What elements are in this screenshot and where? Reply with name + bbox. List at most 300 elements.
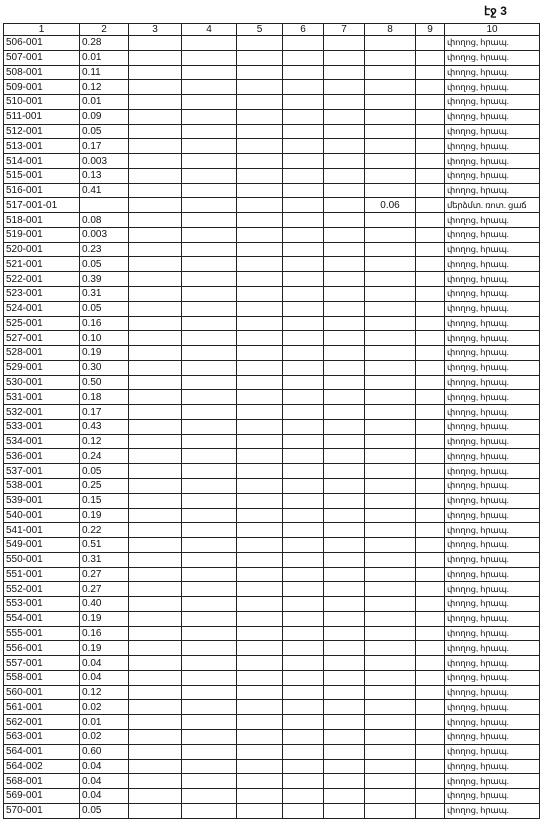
empty-cell (416, 183, 445, 198)
empty-cell (324, 80, 365, 95)
empty-cell (324, 611, 365, 626)
land-use-cell: փողոց, հրապ. (445, 316, 540, 331)
column-header-7: 7 (324, 24, 365, 36)
empty-cell (416, 478, 445, 493)
empty-cell (182, 36, 237, 51)
table-row (4, 272, 540, 287)
parcel-code-cell: 528-001 (4, 346, 80, 361)
parcel-code-cell: 530-001 (4, 375, 80, 390)
parcel-code-cell: 549-001 (4, 538, 80, 553)
empty-cell (324, 803, 365, 818)
empty-cell (129, 567, 182, 582)
empty-cell (324, 346, 365, 361)
land-use-cell: փողոց, հրապ. (445, 729, 540, 744)
empty-cell (129, 611, 182, 626)
empty-cell (237, 464, 283, 479)
empty-cell (324, 36, 365, 51)
parcel-code-cell: 537-001 (4, 464, 80, 479)
empty-cell (416, 449, 445, 464)
empty-cell (283, 449, 324, 464)
column-8-cell (365, 789, 416, 804)
table-row (4, 626, 540, 641)
empty-cell (129, 582, 182, 597)
empty-cell (324, 124, 365, 139)
table-row (4, 80, 540, 95)
empty-cell (416, 464, 445, 479)
empty-cell (182, 626, 237, 641)
empty-cell (283, 419, 324, 434)
area-cell: 0.01 (80, 715, 129, 730)
column-header-5: 5 (237, 24, 283, 36)
parcel-code-cell: 560-001 (4, 685, 80, 700)
page-number: էջ 3 (484, 4, 507, 18)
table-row (4, 582, 540, 597)
column-8-cell (365, 36, 416, 51)
land-use-cell: փողոց, հրապ. (445, 95, 540, 110)
empty-cell (283, 729, 324, 744)
empty-cell (324, 183, 365, 198)
column-8-cell (365, 213, 416, 228)
table-row (4, 538, 540, 553)
empty-cell (283, 168, 324, 183)
empty-cell (182, 360, 237, 375)
parcel-code-cell: 540-001 (4, 508, 80, 523)
empty-cell (416, 523, 445, 538)
empty-cell (129, 65, 182, 80)
empty-cell (283, 552, 324, 567)
area-cell: 0.05 (80, 464, 129, 479)
empty-cell (182, 124, 237, 139)
land-use-cell: փողոց, հրապ. (445, 434, 540, 449)
area-cell: 0.05 (80, 803, 129, 818)
column-8-cell (365, 626, 416, 641)
area-cell: 0.24 (80, 449, 129, 464)
empty-cell (283, 744, 324, 759)
area-cell: 0.18 (80, 390, 129, 405)
empty-cell (416, 316, 445, 331)
column-8-cell (365, 774, 416, 789)
empty-cell (237, 139, 283, 154)
column-8-cell (365, 700, 416, 715)
table-row (4, 316, 540, 331)
empty-cell (324, 567, 365, 582)
empty-cell (416, 789, 445, 804)
empty-cell (237, 109, 283, 124)
land-use-cell: փողոց, հրապ. (445, 803, 540, 818)
parcel-code-cell: 521-001 (4, 257, 80, 272)
empty-cell (129, 346, 182, 361)
table-row (4, 685, 540, 700)
empty-cell (283, 774, 324, 789)
table-row (4, 331, 540, 346)
empty-cell (416, 65, 445, 80)
empty-cell (324, 331, 365, 346)
table-row (4, 257, 540, 272)
empty-cell (283, 789, 324, 804)
column-header-4: 4 (182, 24, 237, 36)
empty-cell (324, 316, 365, 331)
area-cell: 0.08 (80, 213, 129, 228)
land-use-cell: փողոց, հրապ. (445, 552, 540, 567)
column-8-cell (365, 493, 416, 508)
empty-cell (324, 287, 365, 302)
land-use-cell: փողոց, հրապ. (445, 715, 540, 730)
empty-cell (324, 597, 365, 612)
empty-cell (237, 582, 283, 597)
land-use-cell: փողոց, հրապ. (445, 464, 540, 479)
area-cell: 0.12 (80, 685, 129, 700)
table-row (4, 405, 540, 420)
empty-cell (324, 508, 365, 523)
empty-cell (182, 449, 237, 464)
empty-cell (416, 80, 445, 95)
empty-cell (416, 95, 445, 110)
column-8-cell (365, 316, 416, 331)
empty-cell (237, 626, 283, 641)
empty-cell (416, 567, 445, 582)
table-row (4, 154, 540, 169)
land-use-cell: փողոց, հրապ. (445, 656, 540, 671)
area-cell: 0.05 (80, 301, 129, 316)
empty-cell (129, 641, 182, 656)
area-cell: 0.02 (80, 700, 129, 715)
table-row (4, 611, 540, 626)
area-cell: 0.09 (80, 109, 129, 124)
area-cell: 0.11 (80, 65, 129, 80)
column-8-cell (365, 538, 416, 553)
area-cell: 0.12 (80, 80, 129, 95)
empty-cell (283, 316, 324, 331)
column-8-cell (365, 803, 416, 818)
parcel-code-cell: 518-001 (4, 213, 80, 228)
empty-cell (129, 124, 182, 139)
empty-cell (129, 419, 182, 434)
column-header-2: 2 (80, 24, 129, 36)
empty-cell (416, 611, 445, 626)
empty-cell (182, 611, 237, 626)
empty-cell (324, 641, 365, 656)
empty-cell (324, 656, 365, 671)
empty-cell (416, 360, 445, 375)
empty-cell (129, 803, 182, 818)
land-use-cell: փողոց, հրապ. (445, 405, 540, 420)
empty-cell (182, 65, 237, 80)
empty-cell (324, 464, 365, 479)
empty-cell (283, 331, 324, 346)
table-row (4, 464, 540, 479)
empty-cell (283, 80, 324, 95)
empty-cell (182, 538, 237, 553)
area-cell: 0.16 (80, 316, 129, 331)
empty-cell (182, 493, 237, 508)
table-row (4, 168, 540, 183)
table-row (4, 139, 540, 154)
table-row (4, 124, 540, 139)
empty-cell (416, 434, 445, 449)
column-8-cell (365, 50, 416, 65)
empty-cell (182, 434, 237, 449)
empty-cell (324, 685, 365, 700)
empty-cell (182, 301, 237, 316)
empty-cell (182, 685, 237, 700)
empty-cell (237, 803, 283, 818)
empty-cell (416, 493, 445, 508)
area-cell: 0.41 (80, 183, 129, 198)
empty-cell (129, 227, 182, 242)
empty-cell (237, 168, 283, 183)
empty-cell (237, 213, 283, 228)
empty-cell (182, 582, 237, 597)
empty-cell (324, 729, 365, 744)
area-cell: 0.19 (80, 611, 129, 626)
empty-cell (416, 685, 445, 700)
area-cell: 0.51 (80, 538, 129, 553)
table-row (4, 729, 540, 744)
empty-cell (283, 508, 324, 523)
empty-cell (129, 670, 182, 685)
parcel-code-cell: 512-001 (4, 124, 80, 139)
column-8-cell (365, 242, 416, 257)
table-row (4, 552, 540, 567)
empty-cell (182, 375, 237, 390)
land-use-cell: փողոց, հրապ. (445, 124, 540, 139)
parcel-code-cell: 522-001 (4, 272, 80, 287)
empty-cell (324, 774, 365, 789)
empty-cell (283, 50, 324, 65)
column-8-cell (365, 508, 416, 523)
empty-cell (237, 789, 283, 804)
table-row (4, 803, 540, 818)
empty-cell (237, 272, 283, 287)
column-8-cell (365, 80, 416, 95)
empty-cell (237, 449, 283, 464)
table-row (4, 715, 540, 730)
table-row (4, 774, 540, 789)
empty-cell (237, 301, 283, 316)
empty-cell (182, 744, 237, 759)
area-cell: 0.04 (80, 670, 129, 685)
column-8-cell (365, 390, 416, 405)
empty-cell (182, 478, 237, 493)
empty-cell (182, 597, 237, 612)
empty-cell (416, 242, 445, 257)
column-8-cell (365, 567, 416, 582)
empty-cell (416, 124, 445, 139)
empty-cell (416, 405, 445, 420)
parcel-code-cell: 532-001 (4, 405, 80, 420)
table-row (4, 419, 540, 434)
column-header-9: 9 (416, 24, 445, 36)
column-8-cell (365, 124, 416, 139)
empty-cell (416, 759, 445, 774)
empty-cell (283, 641, 324, 656)
land-use-cell: փողոց, հրապ. (445, 301, 540, 316)
empty-cell (324, 449, 365, 464)
empty-cell (182, 759, 237, 774)
land-use-cell: փողոց, հրապ. (445, 360, 540, 375)
area-cell: 0.31 (80, 552, 129, 567)
empty-cell (283, 670, 324, 685)
empty-cell (182, 641, 237, 656)
area-cell: 0.25 (80, 478, 129, 493)
table-row (4, 109, 540, 124)
land-use-cell: փողոց, հրապ. (445, 538, 540, 553)
empty-cell (324, 375, 365, 390)
empty-cell (416, 346, 445, 361)
parcel-code-cell: 553-001 (4, 597, 80, 612)
table-row (4, 360, 540, 375)
table-row (4, 346, 540, 361)
empty-cell (324, 759, 365, 774)
empty-cell (237, 552, 283, 567)
table-row (4, 434, 540, 449)
empty-cell (324, 715, 365, 730)
land-use-cell: փողոց, հրապ. (445, 493, 540, 508)
empty-cell (283, 242, 324, 257)
empty-cell (416, 656, 445, 671)
empty-cell (237, 597, 283, 612)
land-use-cell: փողոց, հրապ. (445, 567, 540, 582)
empty-cell (129, 478, 182, 493)
column-8-cell (365, 331, 416, 346)
parcel-code-cell: 539-001 (4, 493, 80, 508)
empty-cell (237, 227, 283, 242)
empty-cell (324, 50, 365, 65)
area-cell: 0.19 (80, 508, 129, 523)
empty-cell (129, 656, 182, 671)
empty-cell (182, 390, 237, 405)
empty-cell (283, 685, 324, 700)
empty-cell (182, 670, 237, 685)
column-8-cell (365, 641, 416, 656)
empty-cell (283, 759, 324, 774)
column-8-cell (365, 65, 416, 80)
column-8-cell (365, 449, 416, 464)
parcel-code-cell: 509-001 (4, 80, 80, 95)
land-use-cell: փողոց, հրապ. (445, 582, 540, 597)
land-use-cell: փողոց, հրապ. (445, 597, 540, 612)
land-use-cell: փողոց, հրապ. (445, 331, 540, 346)
table-row (4, 523, 540, 538)
empty-cell (237, 65, 283, 80)
land-use-cell: փողոց, հրապ. (445, 670, 540, 685)
empty-cell (416, 700, 445, 715)
empty-cell (182, 198, 237, 213)
table-row (4, 641, 540, 656)
land-use-cell: փողոց, հրապ. (445, 65, 540, 80)
empty-cell (237, 759, 283, 774)
empty-cell (182, 419, 237, 434)
table-row (4, 508, 540, 523)
area-cell: 0.04 (80, 759, 129, 774)
area-cell: 0.22 (80, 523, 129, 538)
column-8-cell (365, 139, 416, 154)
parcel-code-cell: 570-001 (4, 803, 80, 818)
empty-cell (129, 390, 182, 405)
parcel-code-cell: 519-001 (4, 227, 80, 242)
empty-cell (416, 582, 445, 597)
parcel-code-cell: 531-001 (4, 390, 80, 405)
area-cell: 0.16 (80, 626, 129, 641)
empty-cell (416, 375, 445, 390)
empty-cell (283, 257, 324, 272)
column-8-cell (365, 744, 416, 759)
land-use-cell: փողոց, հրապ. (445, 419, 540, 434)
empty-cell (324, 700, 365, 715)
table-row (4, 478, 540, 493)
empty-cell (237, 390, 283, 405)
parcel-code-cell: 551-001 (4, 567, 80, 582)
empty-cell (416, 803, 445, 818)
table-row (4, 301, 540, 316)
area-cell: 0.27 (80, 567, 129, 582)
area-cell: 0.04 (80, 774, 129, 789)
empty-cell (237, 567, 283, 582)
column-8-cell (365, 272, 416, 287)
land-use-cell: փողոց, հրապ. (445, 50, 540, 65)
empty-cell (416, 213, 445, 228)
parcel-code-cell: 520-001 (4, 242, 80, 257)
parcel-code-cell: 568-001 (4, 774, 80, 789)
empty-cell (129, 626, 182, 641)
column-header-6: 6 (283, 24, 324, 36)
land-use-cell: փողոց, հրապ. (445, 168, 540, 183)
parcel-code-cell: 516-001 (4, 183, 80, 198)
empty-cell (237, 641, 283, 656)
empty-cell (129, 301, 182, 316)
parcel-code-cell: 510-001 (4, 95, 80, 110)
land-use-cell: փողոց, հրապ. (445, 685, 540, 700)
table-row (4, 390, 540, 405)
table-row (4, 198, 540, 213)
table-row (4, 183, 540, 198)
land-use-cell: փողոց, հրապ. (445, 375, 540, 390)
empty-cell (416, 390, 445, 405)
column-8-cell (365, 257, 416, 272)
column-8-cell (365, 478, 416, 493)
empty-cell (182, 272, 237, 287)
empty-cell (182, 139, 237, 154)
empty-cell (237, 700, 283, 715)
empty-cell (416, 301, 445, 316)
empty-cell (324, 109, 365, 124)
empty-cell (237, 124, 283, 139)
empty-cell (182, 287, 237, 302)
empty-cell (416, 744, 445, 759)
empty-cell (182, 257, 237, 272)
table-row (4, 656, 540, 671)
empty-cell (182, 508, 237, 523)
empty-cell (237, 95, 283, 110)
column-8-cell (365, 685, 416, 700)
column-8-cell (365, 597, 416, 612)
area-cell: 0.01 (80, 95, 129, 110)
empty-cell (237, 729, 283, 744)
empty-cell (324, 493, 365, 508)
empty-cell (182, 715, 237, 730)
empty-cell (182, 183, 237, 198)
empty-cell (416, 257, 445, 272)
empty-cell (283, 198, 324, 213)
area-cell: 0.13 (80, 168, 129, 183)
empty-cell (182, 774, 237, 789)
column-8-cell (365, 552, 416, 567)
parcel-code-cell: 514-001 (4, 154, 80, 169)
empty-cell (324, 227, 365, 242)
empty-cell (237, 611, 283, 626)
empty-cell (283, 626, 324, 641)
empty-cell (182, 227, 237, 242)
